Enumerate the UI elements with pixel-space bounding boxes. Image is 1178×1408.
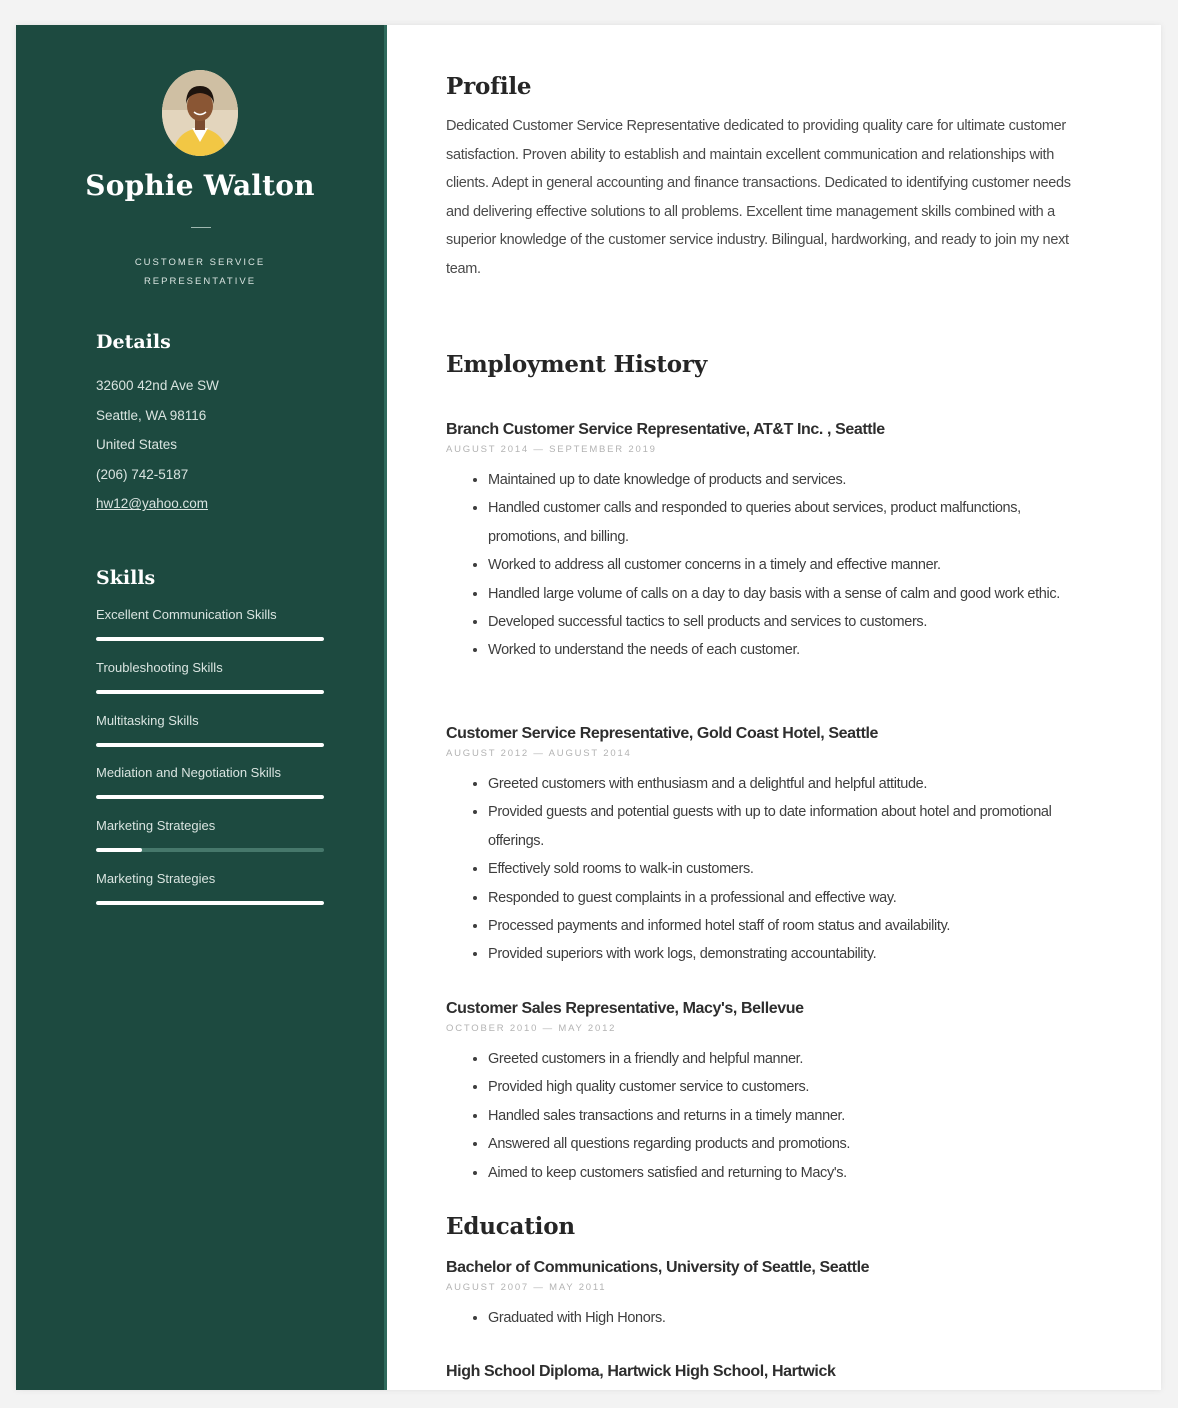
details-list [96,371,219,519]
sidebar [16,25,384,1390]
education-entry [446,1363,1096,1381]
job-title: Customer Sales Representative, Macy's, Bellevue [446,1000,804,1017]
job-dates: AUGUST 2012 — AUGUST 2014 [446,748,632,759]
skill-level-fill [96,743,324,747]
name-divider [191,227,211,228]
job-entry [446,725,1096,969]
education-bullets [446,1304,1096,1332]
resume-page [16,25,1161,1390]
profile-heading: Profile [446,73,532,100]
skill-level-fill [96,637,324,641]
bullet-item: Handled sales transactions and returns in a timely manner. [488,1102,1096,1130]
skill-level-bar [96,637,324,641]
detail-phone: (206) 742-5187 [96,466,189,482]
bullet-item: Greeted customers with enthusiasm and a delightful and helpful attitude. [488,770,1096,798]
skill-level-fill [96,901,324,905]
bullet-item: Graduated with High Honors. [488,1304,1096,1332]
skill-level-bar [96,795,324,799]
job-bullets [446,466,1096,665]
detail-country: United States [96,437,178,453]
bullet-item: Maintained up to date knowledge of products and services. [488,466,1096,494]
bullet-item: Provided superiors with work logs, demonstrating accountability. [488,940,1096,968]
skills-heading: Skills [96,567,156,589]
skill-label: Multitasking Skills [96,712,199,728]
bullet-item: Greeted customers in a friendly and helpful manner. [488,1045,1096,1073]
skill-label: Troubleshooting Skills [96,659,223,675]
skill-item [96,765,324,818]
sidebar-edge [384,25,387,1390]
bullet-item: Worked to understand the needs of each customer. [488,636,1096,664]
skill-level-bar [96,848,324,852]
skill-label: Mediation and Negotiation Skills [96,765,281,781]
education-heading: Education [446,1213,575,1240]
employment-section [446,351,1096,1181]
detail-city: Seattle, WA 98116 [96,407,207,423]
detail-email-link[interactable]: hw12@yahoo.com [96,496,209,512]
job-bullets [446,1045,1096,1187]
bullet-item: Answered all questions regarding products and promotions. [488,1130,1096,1158]
skill-level-bar [96,901,324,905]
job-bullets [446,770,1096,969]
bullet-item: Processed payments and informed hotel staff of room status and availability. [488,912,1096,940]
profile-text: Dedicated Customer Service Representative dedicated to providing quality care for ultimate customer satisfaction. Proven ability to establish and maintain excellent communication and relationships with clients. Adept in general accounting and finance transactions. Dedicated to identifying customer needs and delivering effective solutions to all problems. Excellent time management skills combined with a superior knowledge of the customer service industry. Bilingual, hardworking, and ready to join my next team. [446,118,1071,277]
skill-item [96,818,324,871]
skill-level-bar [96,690,324,694]
skill-label: Marketing Strategies [96,818,216,834]
education-title: High School Diploma, Hartwick High School, Hartwick [446,1363,836,1380]
job-entry [446,1000,1096,1187]
bullet-item: Effectively sold rooms to walk-in customers. [488,855,1096,883]
skill-label: Marketing Strategies [96,870,216,886]
bullet-item: Handled customer calls and responded to queries about services, product malfunctions, promotions, and billing. [488,494,1096,551]
details-heading: Details [96,331,171,353]
bullet-item: Worked to address all customer concerns in a timely and effective manner. [488,551,1096,579]
bullet-item: Aimed to keep customers satisfied and returning to Macy's. [488,1159,1096,1187]
education-entry [446,1259,1096,1332]
skill-item [96,713,324,766]
education-section [446,1213,1096,1380]
job-entry [446,421,1096,665]
bullet-item: Responded to guest complaints in a professional and effective way. [488,884,1096,912]
job-dates: OCTOBER 2010 — MAY 2012 [446,1023,617,1034]
job-dates: AUGUST 2014 — SEPTEMBER 2019 [446,444,657,455]
bullet-item: Provided high quality customer service to customers. [488,1073,1096,1101]
candidate-name: Sophie Walton [85,169,315,202]
skill-level-fill [96,795,324,799]
detail-address: 32600 42nd Ave SW [96,378,219,393]
skill-item [96,607,324,660]
skill-level-fill [96,848,142,852]
skill-label: Excellent Communication Skills [96,607,277,622]
job-title: Branch Customer Service Representative, AT&T Inc. , Seattle [446,421,885,438]
bullet-item: Provided guests and potential guests with up to date information about hotel and promotional offerings. [488,798,1096,855]
education-title: Bachelor of Communications, University of Seattle, Seattle [446,1259,870,1276]
profile-section [446,73,1096,283]
skill-level-bar [96,743,324,747]
bullet-item: Handled large volume of calls on a day to day basis with a sense of calm and good work ethic. [488,580,1096,608]
candidate-job-title: CUSTOMER SERVICE REPRESENTATIVE [134,257,266,287]
employment-heading: Employment History [446,351,707,378]
avatar [162,70,238,156]
job-title: Customer Service Representative, Gold Coast Hotel, Seattle [446,725,879,742]
profile-photo [162,70,238,156]
education-dates: AUGUST 2007 — MAY 2011 [446,1282,607,1293]
skill-item [96,871,324,924]
bullet-item: Developed successful tactics to sell products and services to customers. [488,608,1096,636]
skill-item [96,660,324,713]
skills-list [96,607,324,924]
skill-level-fill [96,690,324,694]
